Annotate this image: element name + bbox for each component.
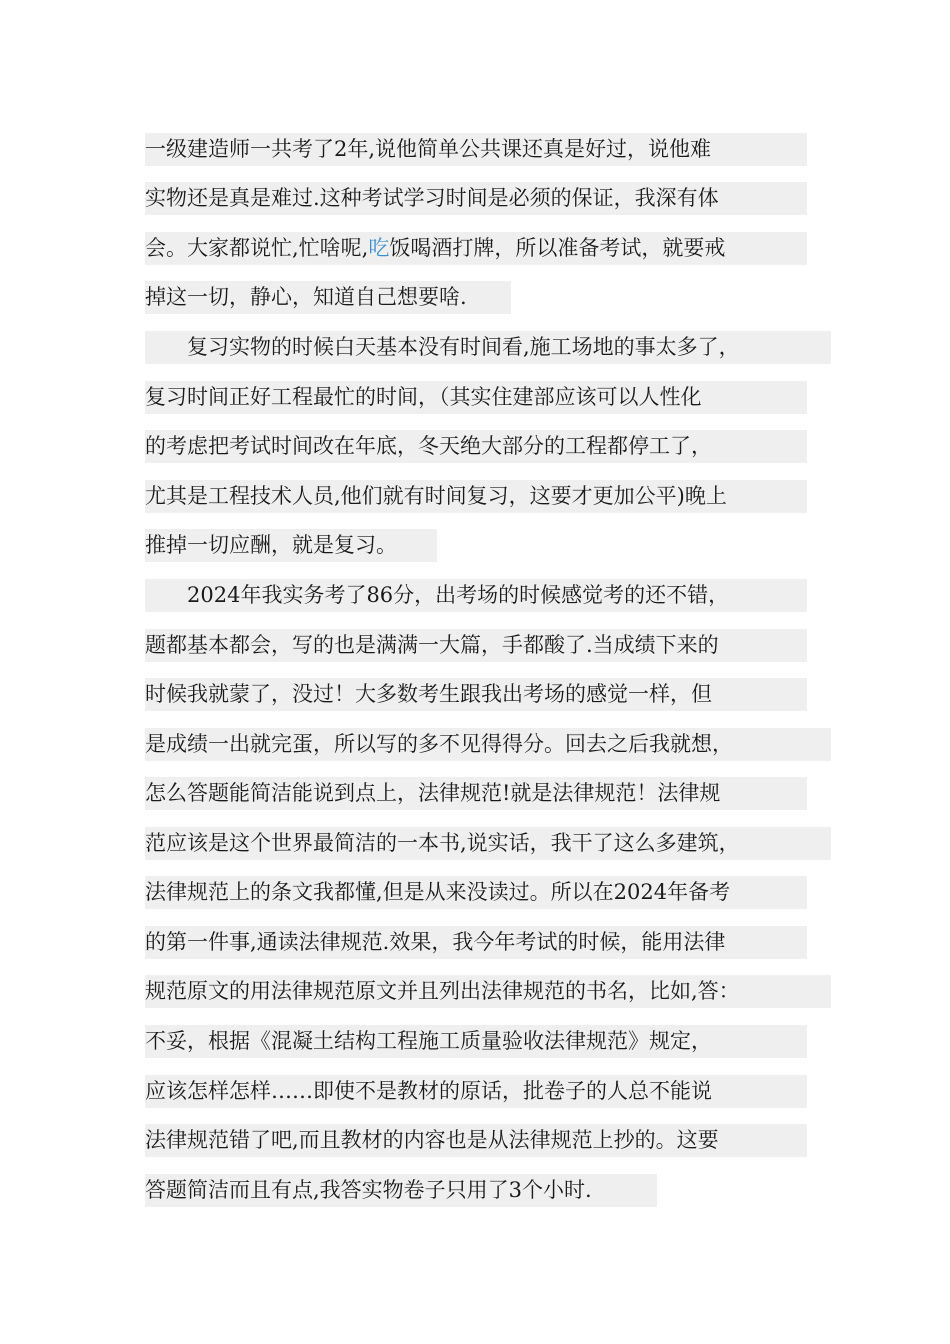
text-line: 尤其是工程技术人员,他们就有时间复习，这要才更加公平)晚上 (145, 480, 807, 513)
text-line: 法律规范错了吧,而且教材的内容也是从法律规范上抄的。这要 (145, 1124, 807, 1157)
text-line: 一级建造师一共考了2年,说他简单公共课还真是好过，说他难 (145, 133, 807, 166)
text-line: 怎么答题能简洁能说到点上，法律规范!就是法律规范！法律规 (145, 777, 807, 810)
text-line: 推掉一切应酬，就是复习。 (145, 529, 437, 562)
text-segment: 会。大家都说忙,忙啥呢, (145, 236, 369, 260)
text-line: 法律规范上的条文我都懂,但是从来没读过。所以在2024年备考 (145, 876, 807, 909)
highlighted-word: 吃 (368, 236, 390, 260)
text-line: 规范原文的用法律规范原文并且列出法律规范的书名，比如,答： (145, 975, 831, 1008)
text-segment: 饭喝酒打牌，所以准备考试，就要戒 (389, 236, 726, 260)
text-line: 复习实物的时候白天基本没有时间看,施工场地的事太多了， (145, 331, 831, 364)
text-line: 范应该是这个世界最简洁的一本书,说实话，我干了这么多建筑， (145, 827, 831, 860)
text-line: 的第一件事,通读法律规范.效果，我今年考试的时候，能用法律 (145, 926, 807, 959)
text-line: 时候我就蒙了，没过！大多数考生跟我出考场的感觉一样，但 (145, 678, 807, 711)
text-line: 2024年我实务考了86分，出考场的时候感觉考的还不错， (145, 579, 807, 612)
text-line: 不妥，根据《混凝土结构工程施工质量验收法律规范》规定， (145, 1025, 807, 1058)
text-line: 是成绩一出就完蛋，所以写的多不见得得分。回去之后我就想， (145, 728, 831, 761)
text-line: 应该怎样怎样……即使不是教材的原话，批卷子的人总不能说 (145, 1075, 807, 1108)
text-line (145, 232, 807, 265)
text-line: 答题简洁而且有点,我答实物卷子只用了3个小时. (145, 1174, 657, 1207)
text-line: 实物还是真是难过.这种考试学习时间是必须的保证，我深有体 (145, 182, 807, 215)
text-line: 复习时间正好工程最忙的时间，（其实住建部应该可以人性化 (145, 381, 807, 414)
text-line: 的考虑把考试时间改在年底，冬天绝大部分的工程都停工了， (145, 430, 807, 463)
text-line: 掉这一切，静心，知道自己想要啥. (145, 281, 511, 314)
text-line: 题都基本都会，写的也是满满一大篇，手都酸了.当成绩下来的 (145, 629, 807, 662)
